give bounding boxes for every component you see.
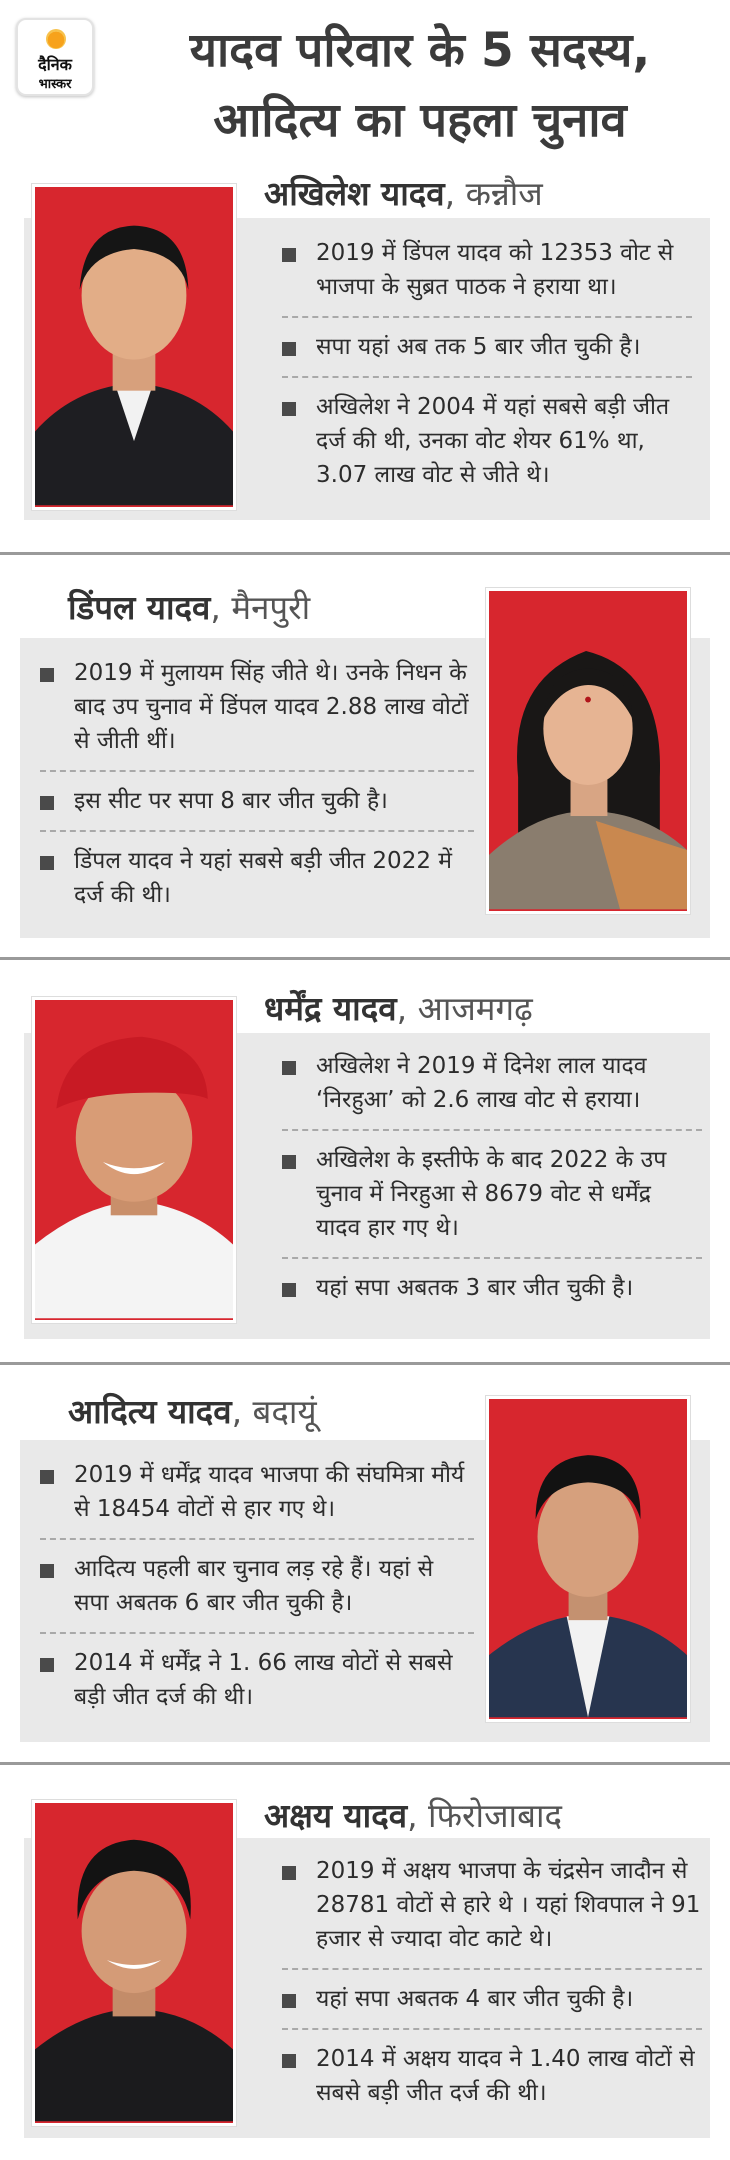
constituency-name: , फिरोजाबाद (407, 1796, 563, 1835)
page-title-line-1: यादव परिवार के 5 सदस्य, (189, 23, 651, 78)
bullet-square-icon (282, 2054, 296, 2068)
dashed-divider (40, 770, 474, 772)
dainik-bhaskar-logo (16, 18, 94, 96)
dashed-divider (282, 376, 692, 378)
list-item: 2014 में धर्मेंद्र ने 1. 66 लाख वोटों से सबसे बड़ी जीत दर्ज की थी। (40, 1646, 474, 1714)
candidate-name-text: अक्षय यादव (264, 1796, 408, 1835)
bullet-square-icon (40, 1564, 54, 1578)
constituency-name: , बदायूं (231, 1392, 317, 1431)
dashed-divider (40, 1632, 474, 1634)
list-item: 2014 में अक्षय यादव ने 1.40 लाख वोटों से सबसे बड़ी जीत दर्ज की थी। (282, 2042, 702, 2110)
list-item: 2019 में डिंपल यादव को 12353 वोट से भाजपा के सुब्रत पाठक ने हराया था। (282, 236, 692, 304)
candidate-card-aditya (0, 1370, 730, 1765)
list-item: सपा यहां अब तक 5 बार जीत चुकी है। (282, 330, 692, 364)
bullet-square-icon (282, 1061, 296, 1075)
candidate-name (264, 987, 533, 1031)
dashed-divider (40, 1538, 474, 1540)
candidate-name-text: आदित्य यादव (68, 1392, 232, 1431)
constituency-name: , आजमगढ़ (396, 989, 533, 1028)
bullet-square-icon (282, 342, 296, 356)
candidate-card-akshay (0, 1770, 730, 2155)
candidate-name (68, 586, 310, 630)
candidate-photo (486, 1396, 690, 1722)
candidate-card-dimple (0, 560, 730, 960)
candidate-name (264, 1794, 562, 1838)
dashed-divider (40, 830, 474, 832)
dashed-divider (282, 1968, 702, 1970)
bullet-square-icon (282, 1155, 296, 1169)
list-item: 2019 में अक्षय भाजपा के चंद्रसेन जादौन से 28781 वोटों से हारे थे । यहां शिवपाल ने 91 हजार से ज्यादा वोट काटे थे। (282, 1854, 702, 1956)
dashed-divider (282, 1257, 702, 1259)
candidate-name (264, 172, 543, 216)
bullet-square-icon (40, 856, 54, 870)
section-divider (0, 957, 730, 960)
bullet-list (282, 236, 692, 492)
list-item: अखिलेश के इस्तीफे के बाद 2022 के उप चुनाव में निरहुआ से 8679 वोट से धर्मेंद्र यादव हार गए थे। (282, 1143, 702, 1245)
bullet-square-icon (282, 402, 296, 416)
bullet-list (40, 656, 474, 912)
bullet-list (282, 1049, 702, 1305)
constituency-name: , कन्नौज (444, 174, 543, 213)
candidate-name-text: डिंपल यादव (68, 588, 211, 627)
candidate-photo (32, 1800, 236, 2126)
bullet-square-icon (40, 1470, 54, 1484)
candidate-name-text: अखिलेश यादव (264, 174, 445, 213)
candidate-name-text: धर्मेंद्र यादव (264, 989, 397, 1028)
page-title-line-2: आदित्य का पहला चुनाव (213, 93, 627, 148)
dashed-divider (282, 2028, 702, 2030)
sun-icon (46, 29, 66, 49)
bullet-square-icon (282, 1994, 296, 2008)
list-item: 2019 में मुलायम सिंह जीते थे। उनके निधन के बाद उप चुनाव में डिंपल यादव 2.88 लाख वोटों से जीती थीं। (40, 656, 474, 758)
candidate-photo (32, 184, 236, 510)
section-divider (0, 552, 730, 555)
logo-line-1: दैनिक (38, 55, 72, 74)
candidate-photo (32, 997, 236, 1323)
bullet-list (40, 1458, 474, 1714)
bullet-square-icon (282, 248, 296, 262)
dashed-divider (282, 1129, 702, 1131)
candidate-card-dharmendra (0, 965, 730, 1365)
bullet-square-icon (282, 1283, 296, 1297)
dashed-divider (282, 316, 692, 318)
section-divider (0, 1762, 730, 1765)
list-item: डिंपल यादव ने यहां सबसे बड़ी जीत 2022 में दर्ज की थी। (40, 844, 474, 912)
header (0, 0, 730, 165)
logo-line-2: भास्कर (38, 77, 72, 92)
section-divider (0, 1362, 730, 1365)
list-item: 2019 में धर्मेंद्र यादव भाजपा की संघमित्रा मौर्य से 18454 वोटों से हार गए थे। (40, 1458, 474, 1526)
candidate-name (68, 1390, 317, 1434)
bullet-square-icon (40, 1658, 54, 1672)
bullet-square-icon (40, 668, 54, 682)
list-item: यहां सपा अबतक 4 बार जीत चुकी है। (282, 1982, 702, 2016)
candidate-card-akhilesh (0, 170, 730, 540)
bullet-square-icon (40, 796, 54, 810)
list-item: आदित्य पहली बार चुनाव लड़ रहे हैं। यहां से सपा अबतक 6 बार जीत चुकी है। (40, 1552, 474, 1620)
list-item: अखिलेश ने 2004 में यहां सबसे बड़ी जीत दर्ज की थी, उनका वोट शेयर 61% था, 3.07 लाख वोट से जीते थे। (282, 390, 692, 492)
bullet-square-icon (282, 1866, 296, 1880)
candidate-photo (486, 588, 690, 914)
list-item: यहां सपा अबतक 3 बार जीत चुकी है। (282, 1271, 702, 1305)
bullet-list (282, 1854, 702, 2110)
constituency-name: , मैनपुरी (210, 588, 311, 627)
list-item: अखिलेश ने 2019 में दिनेश लाल यादव ‘निरहुआ’ को 2.6 लाख वोट से हराया। (282, 1049, 702, 1117)
list-item: इस सीट पर सपा 8 बार जीत चुकी है। (40, 784, 474, 818)
